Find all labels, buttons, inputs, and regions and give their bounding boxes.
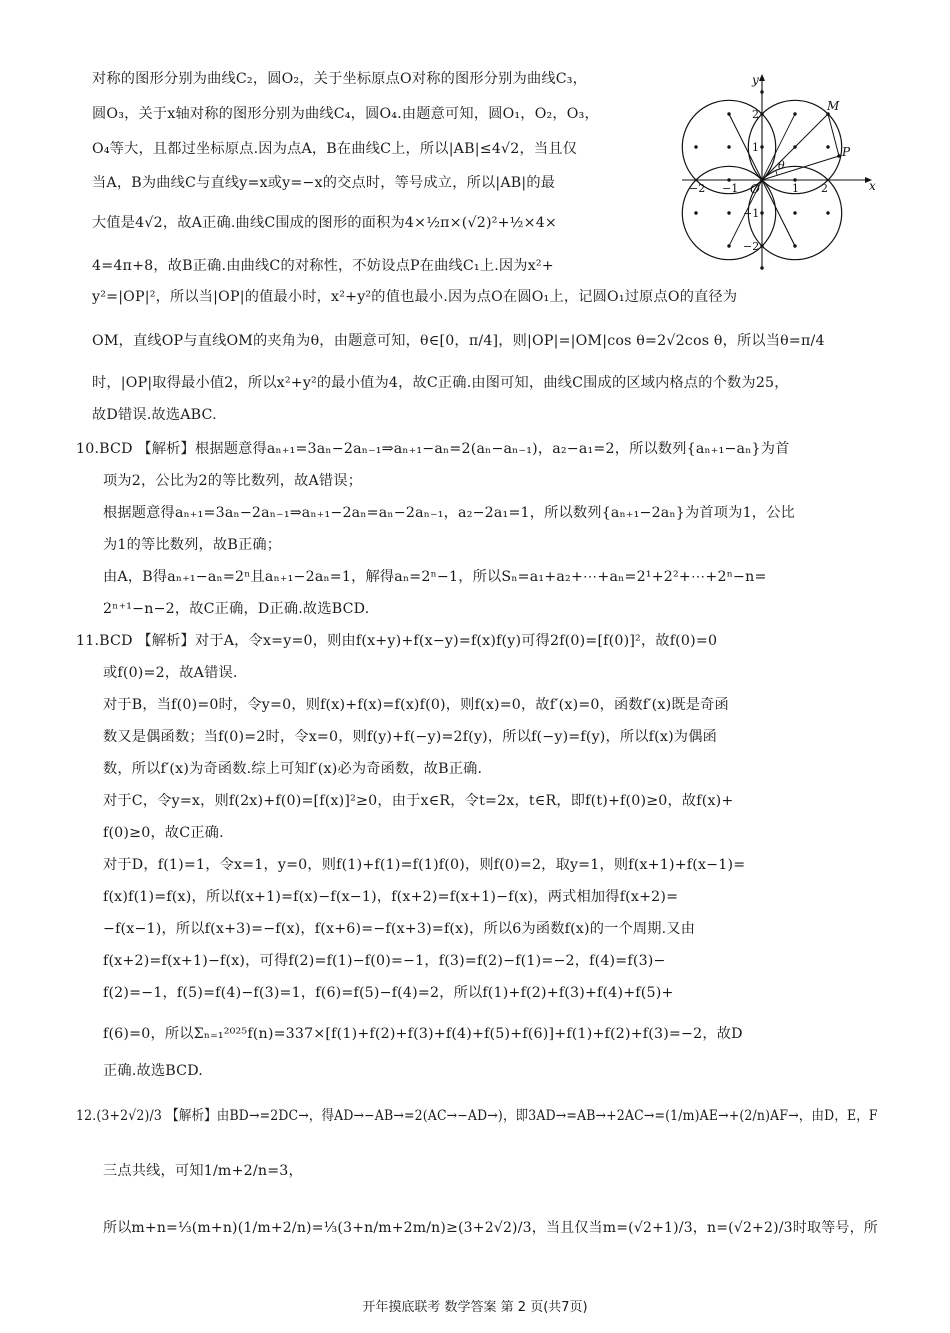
x-tick-label: 2 [821,182,828,195]
text-line: 10.BCD 【解析】根据题意得aₙ₊₁=3aₙ−2aₙ₋₁⇒aₙ₊₁−aₙ=2(aₙ−aₙ₋₁)，a₂−a₁=2，所以数列{aₙ₊₁−aₙ}为首 [76,441,790,457]
text-line: 4=4π+8，故B正确.由曲线C的对称性，不妨设点P在曲线C₁上.因为x²+ [92,258,554,274]
text-line: 所以m+n=⅓(m+n)(1/m+2/n)=⅓(3+n/m+2m/n)≥(3+2√2)/3，当且仅当m=(√2+1)/3，n=(√2+2)/3时取等号，所 [103,1220,879,1236]
text-line: 项为2，公比为2的等比数列，故A错误； [103,473,363,489]
x-tick-label: −1 [722,182,739,195]
x-axis-label: x [869,179,876,193]
page-footer: 开年摸底联考 数学答案 第 2 页(共7页) [362,1300,588,1315]
text-line: 2ⁿ⁺¹−n−2，故C正确，D正确.故选BCD. [103,601,370,617]
text-line: 故D错误.故选ABC. [92,407,217,423]
text-line: 大值是4√2，故A正确.曲线C围成的图形的面积为4×½π×(√2)²+½×4× [92,215,558,231]
y-tick-label: −2 [743,240,760,253]
text-line: 三点共线，可知1/m+2/n=3， [103,1163,303,1179]
x-tick-label: −2 [689,182,706,195]
text-line: 当A，B为曲线C与直线y=x或y=−x的交点时，等号成立，所以|AB|的最 [92,175,556,191]
text-line: 圆O₃，关于x轴对称的图形分别为曲线C₄，圆O₄.由题意可知，圆O₁，O₂，O₃， [92,106,599,122]
origin-label: O [750,182,760,196]
text-line: f(0)≥0，故C正确. [103,825,224,841]
y-axis-arrow [759,74,765,81]
x-tick-label: 1 [792,182,799,195]
point-m-label: M [827,99,840,113]
text-line: 12.(3+2√2)/3 【解析】由BD→=2DC→，得AD→−AB→=2(AC→−AD→)，即3AD→=AB→+2AC→=(1/m)AE→+(2/n)AF→，由D，E，F [76,1108,878,1124]
text-line: f(x+2)=f(x+1)−f(x)，可得f(2)=f(1)−f(0)=−1，f(3)=f(2)−f(1)=−2，f(4)=f(3)− [103,953,666,969]
y-tick-label: −1 [743,207,760,220]
text-line: 数又是偶函数；当f(0)=2时，令x=0，则f(y)+f(−y)=2f(y)，所以f(−y)=f(y)，所以f(x)为偶函 [103,729,717,745]
text-line: f(2)=−1，f(5)=f(4)−f(3)=1，f(6)=f(5)−f(4)=2，所以f(1)+f(2)+f(3)+f(4)+f(5)+ [103,985,674,1001]
text-line: 11.BCD 【解析】对于A，令x=y=0，则由f(x+y)+f(x−y)=f(x)f(y)可得2f(0)=[f(0)]²，故f(0)=0 [76,633,718,649]
point-p-dot [837,154,841,158]
text-line: 时，|OP|取得最小值2，所以x²+y²的最小值为4，故C正确.由图可知，曲线C围成的区域内格点的个数为25， [92,375,789,391]
angle-arc [776,171,777,175]
text-line: 由A，B得aₙ₊₁−aₙ=2ⁿ且aₙ₊₁−2aₙ=1，解得aₙ=2ⁿ−1，所以Sₙ=a₁+a₂+⋯+aₙ=2¹+2²+⋯+2ⁿ−n= [103,569,767,585]
curve-figure [672,72,882,272]
y-tick-label: 1 [752,141,759,154]
text-line: 或f(0)=2，故A错误. [103,665,238,681]
text-line: 对于B，当f(0)=0时，令y=0，则f(x)+f(x)=f(x)f(0)，则f(x)=0，故f′(x)=0，函数f′(x)既是奇函 [103,697,729,713]
text-line: 对于C，令y=x，则f(2x)+f(0)=[f(x)]²≥0，由于x∈R，令t=2x，t∈R，即f(t)+f(0)≥0，故f(x)+ [103,793,734,809]
text-line: 正确.故选BCD. [103,1063,203,1079]
text-line: 对于D，f(1)=1，令x=1，y=0，则f(1)+f(1)=f(1)f(0)，则f(0)=2，取y=1，则f(x+1)+f(x−1)= [103,857,746,873]
point-p-label: P [842,145,851,159]
text-line: f(x)f(1)=f(x)，所以f(x+1)=f(x)−f(x−1)，f(x+2)=f(x+1)−f(x)，两式相加得f(x+2)= [103,889,679,905]
text-line: O₄等大，且都过坐标原点.因为点A，B在曲线C上，所以|AB|≤4√2，当且仅 [92,141,578,157]
text-line: 对称的图形分别为曲线C₂，圆O₂，关于坐标原点O对称的图形分别为曲线C₃， [92,71,588,87]
text-line: 为1的等比数列，故B正确； [103,537,282,553]
text-line: −f(x−1)，所以f(x+3)=−f(x)，f(x+6)=−f(x+3)=f(x)，所以6为函数f(x)的一个周期.又由 [103,921,696,937]
text-line: OM，直线OP与直线OM的夹角为θ，由题意可知，θ∈[0，π/4]，则|OP|=|OM|cos θ=2√2cos θ，所以当θ=π/4 [92,333,825,349]
text-line: 数，所以f′(x)为奇函数.综上可知f′(x)必为奇函数，故B正确. [103,761,483,777]
angle-label: θ [778,159,785,172]
text-line: y²=|OP|²，所以当|OP|的值最小时，x²+y²的值也最小.因为点O在圆O₁上，记圆O₁过原点O的直径为 [92,289,738,305]
y-tick-label: 2 [752,108,759,121]
y-axis-label: y [752,73,759,87]
text-line: 根据题意得aₙ₊₁=3aₙ−2aₙ₋₁⇒aₙ₊₁−2aₙ=aₙ−2aₙ₋₁，a₂−2a₁=1，所以数列{aₙ₊₁−2aₙ}为首项为1，公比 [103,505,795,521]
text-line: f(6)=0，所以Σₙ₌₁²⁰²⁵f(n)=337×[f(1)+f(2)+f(3)+f(4)+f(5)+f(6)]+f(1)+f(2)+f(3)=−2，故D [103,1026,743,1042]
